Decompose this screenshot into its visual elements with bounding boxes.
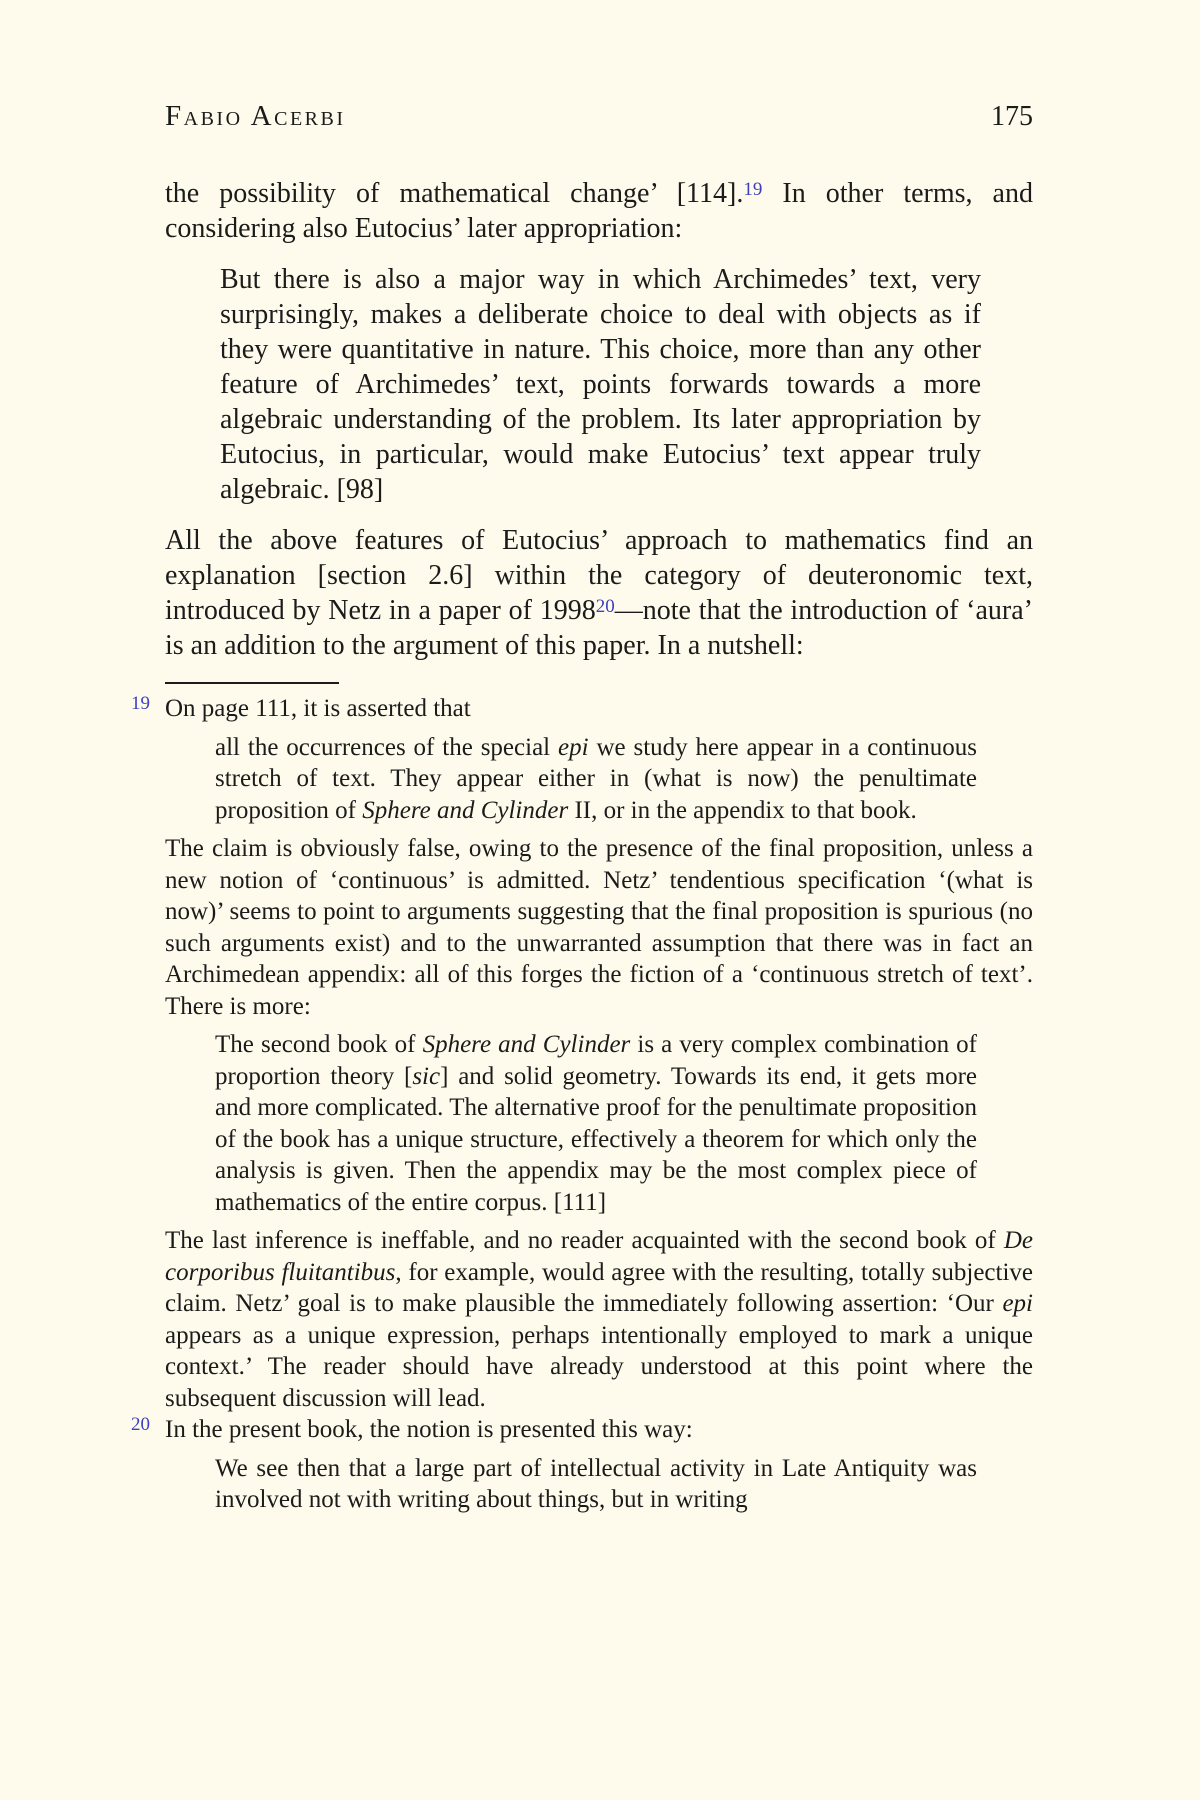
text-run: is a very complex combination of proportion theory [	[215, 1031, 977, 1090]
block-quote	[215, 1029, 977, 1218]
italic-text: epi	[1002, 1290, 1033, 1317]
paragraph	[165, 693, 1033, 725]
text-run: We see then that a large part of intellectual activity in Late Antiquity was involved not with writing about things, but in writing	[215, 1454, 977, 1513]
text-run: the possibility of mathematical change’ [114].	[165, 178, 744, 209]
paragraph	[165, 833, 1033, 1022]
text-run: The second book of	[215, 1031, 423, 1058]
paragraph	[165, 1225, 1033, 1414]
block-quote	[215, 732, 977, 827]
footnote-ref[interactable]: 20	[595, 596, 615, 617]
text-run: On page 111, it is asserted that	[165, 695, 471, 722]
footnote	[131, 693, 1034, 1414]
text-run: But there is also a major way in which Archimedes’ text, very surprisingly, makes a deliberate choice to deal with objects as if they were quantitative in nature. This choice, more than any other feature of Archimedes’ text, points forwards towards a more algebraic understanding of the problem. Its later appropriation by Eutocius, in particular, would make Eutocius’ text appear truly algebraic. [98]	[220, 264, 981, 505]
page-number: 175	[991, 101, 1033, 132]
footnote-ref[interactable]: 19	[743, 179, 763, 200]
paragraph	[165, 523, 1033, 663]
text-column	[131, 100, 1034, 1523]
block-quote	[215, 1453, 977, 1516]
block-quote	[220, 262, 981, 507]
text-run: —note that the introduction of ‘aura’ is an addition to the argument of this paper. In a nutshell:	[165, 595, 1034, 661]
paragraph	[165, 176, 1033, 246]
text-run: The claim is obviously false, owing to the presence of the final proposition, unless a new notion of ‘continuous’ is admitted. Netz’ tendentious specification ‘(what is now)’ seems to point to arguments suggesting that the final proposition is spurious (no such arguments exist) and to the unwarranted assumption that there was in fact an Archimedean appendix: all of this forges the fiction of a ‘continuous stretch of text’. There is more:	[165, 835, 1033, 1020]
italic-text: sic	[412, 1062, 441, 1090]
author-name: Fabio Acerbi	[165, 100, 346, 132]
footnote-rule	[165, 682, 339, 684]
footnote-marker[interactable]: 19	[131, 693, 150, 714]
body-text	[165, 176, 1033, 663]
text-run: II, or in the appendix to that book.	[568, 796, 917, 824]
text-run: All the above features of Eutocius’ approach to mathematics find an explanation [section 2.6] within the category of deuteronomic text, introduced by Netz in a paper of 1998	[165, 525, 1033, 626]
text-run: The last inference is ineffable, and no reader acquainted with the second book of	[165, 1227, 1004, 1254]
italic-text: De corporibus fluitantibus	[165, 1227, 1033, 1286]
text-run: In the present book, the notion is presented this way:	[165, 1416, 693, 1443]
footnote	[131, 1414, 1033, 1516]
footnotes-section	[131, 693, 1034, 1516]
text-run: appears as a unique expression, perhaps intentionally employed to mark a unique context.’ The reader should have already understood at this point where the subsequent discussion will lead.	[165, 1321, 1033, 1412]
footnote-marker[interactable]: 20	[131, 1414, 150, 1435]
paragraph	[165, 1414, 1033, 1446]
italic-text: Sphere and Cylinder	[422, 1031, 631, 1058]
italic-text: Sphere and Cylinder	[362, 796, 569, 824]
text-run: In other terms, and considering also Eutocius’ later appropriation:	[165, 178, 1033, 244]
text-run: all the occurrences of the special	[215, 733, 559, 761]
text-run: , for example, would agree with the resulting, totally subjective claim. Netz’ goal is to make plausible the immediately following assertion: ‘Our	[165, 1258, 1034, 1317]
text-run: ] and solid geometry. Towards its end, it gets more and more complicated. The alternative proof for the penultimate proposition of the book has a unique structure, effectively a theorem for which only the analysis is given. Then the appendix may be the most complex piece of mathematics of the entire corpus. [111]	[215, 1062, 978, 1216]
italic-text: epi	[558, 733, 589, 761]
text-run: we study here appear in a continuous stretch of text. They appear either in (what is now) the penultimate proposition of	[215, 733, 978, 824]
running-header	[165, 100, 1033, 133]
